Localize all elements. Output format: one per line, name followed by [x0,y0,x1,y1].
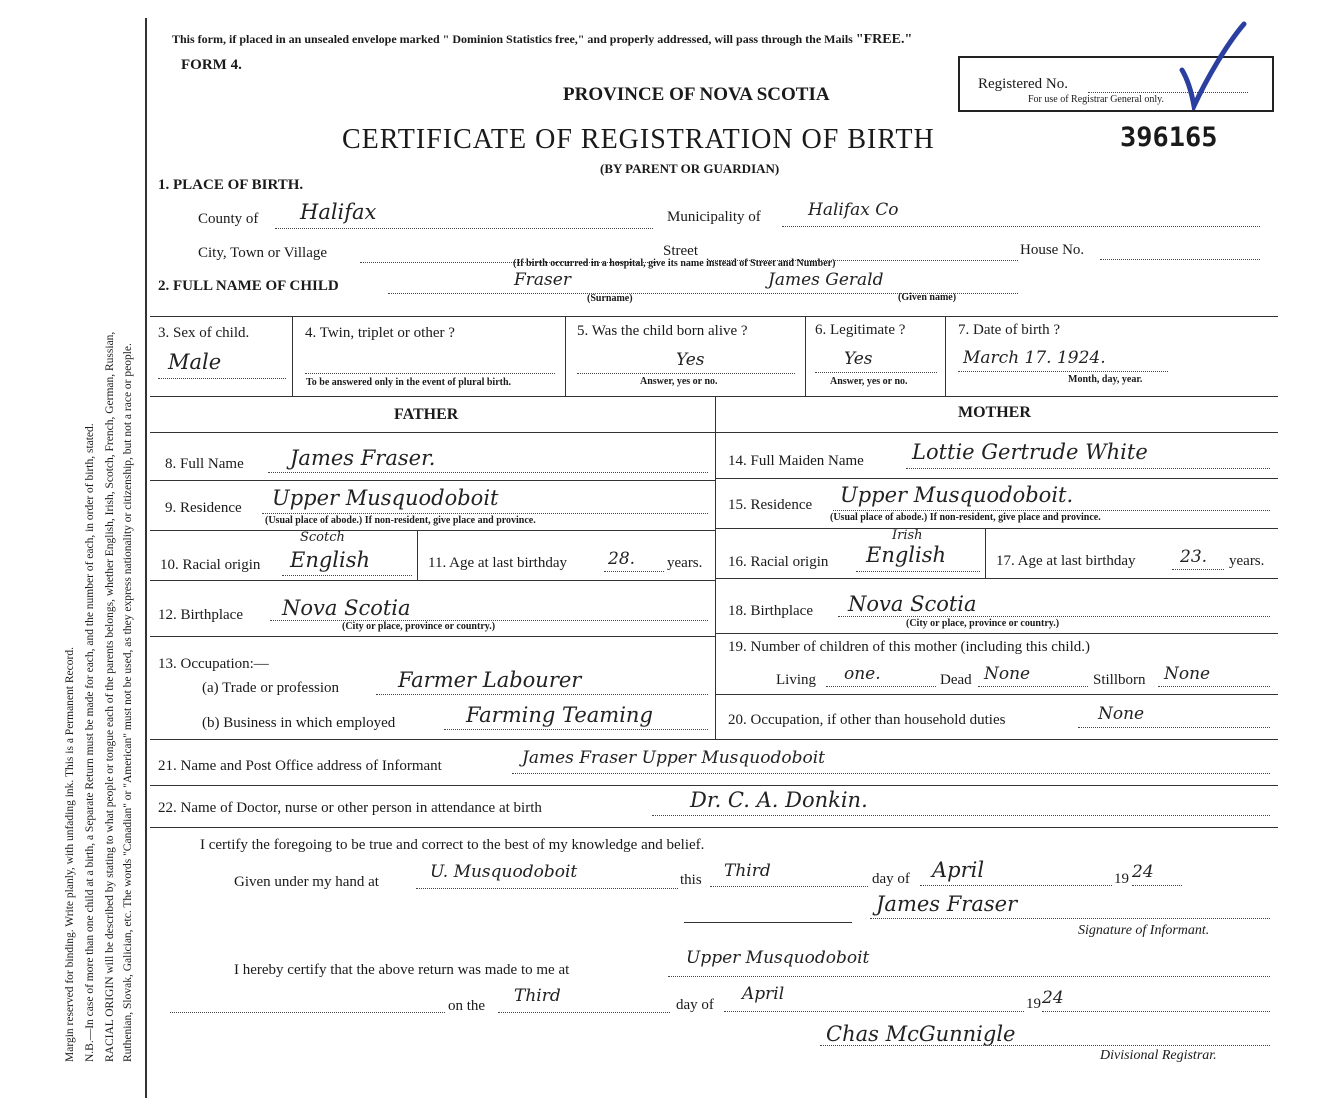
father-trade-label: (a) Trade or profession [202,680,340,696]
mother-birthplace-label: 18. Birthplace [728,603,813,619]
mother-name-value: Lottie Gertrude White [912,440,1148,464]
birth-date-label: 7. Date of birth ? [958,322,1061,338]
registered-note: For use of Registrar General only. [1028,94,1164,105]
twin-label: 4. Twin, triplet or other ? [305,325,455,341]
informant-value: James Fraser Upper Musquodoboit [522,748,825,768]
margin-note-4: Ruthenian, Slovak, Galician, etc. The words "Canadian" or "American" must not be used, as they express nationality or citizenship, but not a race or people. [122,343,134,1062]
given-place-value: U. Musquodoboit [430,862,578,882]
mail-notice [172,32,912,48]
registrar-signature: Chas McGunnigle [826,1022,1016,1046]
informant-signature-caption: Signature of Informant. [1078,923,1210,938]
living-label: Living [776,672,816,688]
province-heading: PROVINCE OF NOVA SCOTIA [563,84,830,105]
child-surname-value: Fraser [514,270,571,290]
informant-label: 21. Name and Post Office address of Informant [158,758,442,774]
mother-residence-label: 15. Residence [728,497,813,513]
child-name-label: 2. FULL NAME OF CHILD [158,278,339,294]
registrar-year-prefix: 19 [1026,996,1041,1012]
father-residence-note: (Usual place of abode.) If non-resident, give place and province. [265,515,536,526]
mother-residence-value: Upper Musquodoboit. [840,483,1074,507]
father-residence-label: 9. Residence [165,500,242,516]
father-racial-label: 10. Racial origin [160,557,261,573]
registered-label: Registered No. [978,76,1068,92]
surname-caption: (Surname) [587,293,633,304]
mother-birthplace-note: (City or place, province or country.) [906,618,1060,629]
day-of-label: day of [872,871,910,887]
mail-notice-free: "FREE." [855,32,913,47]
mother-children-label: 19. Number of children of this mother (including this child.) [728,639,1091,655]
legitimate-value: Yes [844,349,873,369]
father-name-value: James Fraser. [290,446,436,470]
mother-racial-label: 16. Racial origin [728,554,829,570]
registrar-caption: Divisional Registrar. [1100,1048,1217,1063]
father-occupation-label: 13. Occupation:— [158,656,269,672]
legitimate-note: Answer, yes or no. [830,376,908,387]
father-business-label: (b) Business in which employed [202,715,396,731]
birth-date-note: Month, day, year. [1068,374,1143,385]
registrar-month-value: April [742,984,785,1004]
municipality-value: Halifax Co [808,200,899,220]
county-value: Halifax [300,200,377,224]
registrar-day-of-label: day of [676,997,714,1013]
given-under-label: Given under my hand at [234,874,379,890]
father-age-value: 28. [608,549,636,569]
living-value: one. [844,664,881,684]
certify-year-prefix: 19 [1114,871,1129,887]
father-age-suffix: years. [667,555,703,571]
stillborn-label: Stillborn [1093,672,1146,688]
on-the-label: on the [448,998,486,1014]
checkmark-icon [1178,20,1248,110]
father-heading: FATHER [394,406,459,423]
mother-birthplace-value: Nova Scotia [848,592,977,616]
certify-statement: I certify the foregoing to be true and correct to the best of my knowledge and belief. [200,837,705,853]
city-label: City, Town or Village [198,245,328,261]
page-title: CERTIFICATE OF REGISTRATION OF BIRTH [342,124,935,155]
doctor-value: Dr. C. A. Donkin. [690,788,868,812]
mother-racial-correction: Irish [892,528,923,543]
place-of-birth-heading: 1. PLACE OF BIRTH. [158,177,304,193]
mother-age-label: 17. Age at last birthday [996,553,1136,569]
dead-value: None [984,664,1031,684]
sex-label: 3. Sex of child. [158,325,250,341]
father-residence-value: Upper Musquodoboit [272,486,499,510]
this-day-value: Third [724,861,771,881]
father-trade-value: Farmer Labourer [398,668,582,692]
born-alive-note: Answer, yes or no. [640,376,718,387]
certify-year-value: 24 [1132,862,1154,882]
county-label: County of [198,211,259,227]
registrar-day-value: Third [514,986,561,1006]
father-racial-correction: Scotch [300,530,345,545]
birth-date-value: March 17. 1924. [963,348,1106,368]
margin-note-2: N.B.—In case of more than one child at a birth, a Separate Return must be made for each, and the number of each, in order of birth, stated. [84,423,96,1062]
hospital-note: (If birth occurred in a hospital, give its name instead of Street and Number) [513,258,836,269]
father-birthplace-value: Nova Scotia [282,596,411,620]
twin-note: To be answered only in the event of plural birth. [306,377,512,388]
sex-value: Male [168,350,222,374]
registrar-year-value: 24 [1042,988,1064,1008]
mother-occupation-label: 20. Occupation, if other than household duties [728,712,1006,728]
mother-name-label: 14. Full Maiden Name [728,453,864,469]
stillborn-value: None [1164,664,1211,684]
registrar-place-value: Upper Musquodoboit [686,948,870,968]
mother-age-value: 23. [1180,547,1208,567]
father-age-label: 11. Age at last birthday [428,555,567,571]
father-business-value: Farming Teaming [466,703,653,727]
certificate-number: 396165 [1120,122,1218,153]
legitimate-label: 6. Legitimate ? [815,322,906,338]
page-subtitle: (BY PARENT OR GUARDIAN) [600,161,780,176]
dead-label: Dead [940,672,972,688]
father-name-label: 8. Full Name [165,456,244,472]
father-birthplace-label: 12. Birthplace [158,607,243,623]
born-alive-value: Yes [676,350,705,370]
certify-month-value: April [932,858,985,882]
mother-residence-note: (Usual place of abode.) If non-resident, give place and province. [830,512,1101,523]
margin-rule [145,18,147,1098]
this-label: this [680,872,702,888]
mail-notice-text: This form, if placed in an unsealed envelope marked " Dominion Statistics free," and properly addressed, will pass through the Mails [172,32,853,46]
street-label: Street [663,243,698,259]
mother-racial-value: English [866,543,947,567]
municipality-label: Municipality of [667,209,761,225]
form-number: FORM 4. [181,57,242,73]
father-birthplace-note: (City or place, province or country.) [342,621,496,632]
child-given-value: James Gerald [768,270,884,290]
registrar-statement: I hereby certify that the above return was made to me at [234,962,570,978]
doctor-label: 22. Name of Doctor, nurse or other person in attendance at birth [158,800,542,816]
father-racial-value: English [290,548,371,572]
margin-note-3: RACIAL ORIGIN will be described by stating to what people or tongue each of the parents belongs, whether English, Irish, Scotch, French, German, Russian, [104,331,116,1062]
born-alive-label: 5. Was the child born alive ? [577,323,748,339]
mother-occupation-value: None [1098,704,1145,724]
house-number-label: House No. [1020,242,1085,258]
margin-notes [0,0,140,1107]
informant-signature: James Fraser [876,892,1018,916]
given-name-caption: (Given name) [898,292,957,303]
margin-note-1: Margin reserved for binding. Write planly, with unfading ink. This is a Permanent Record. [64,647,76,1062]
mother-heading: MOTHER [958,404,1031,421]
mother-age-suffix: years. [1229,553,1265,569]
